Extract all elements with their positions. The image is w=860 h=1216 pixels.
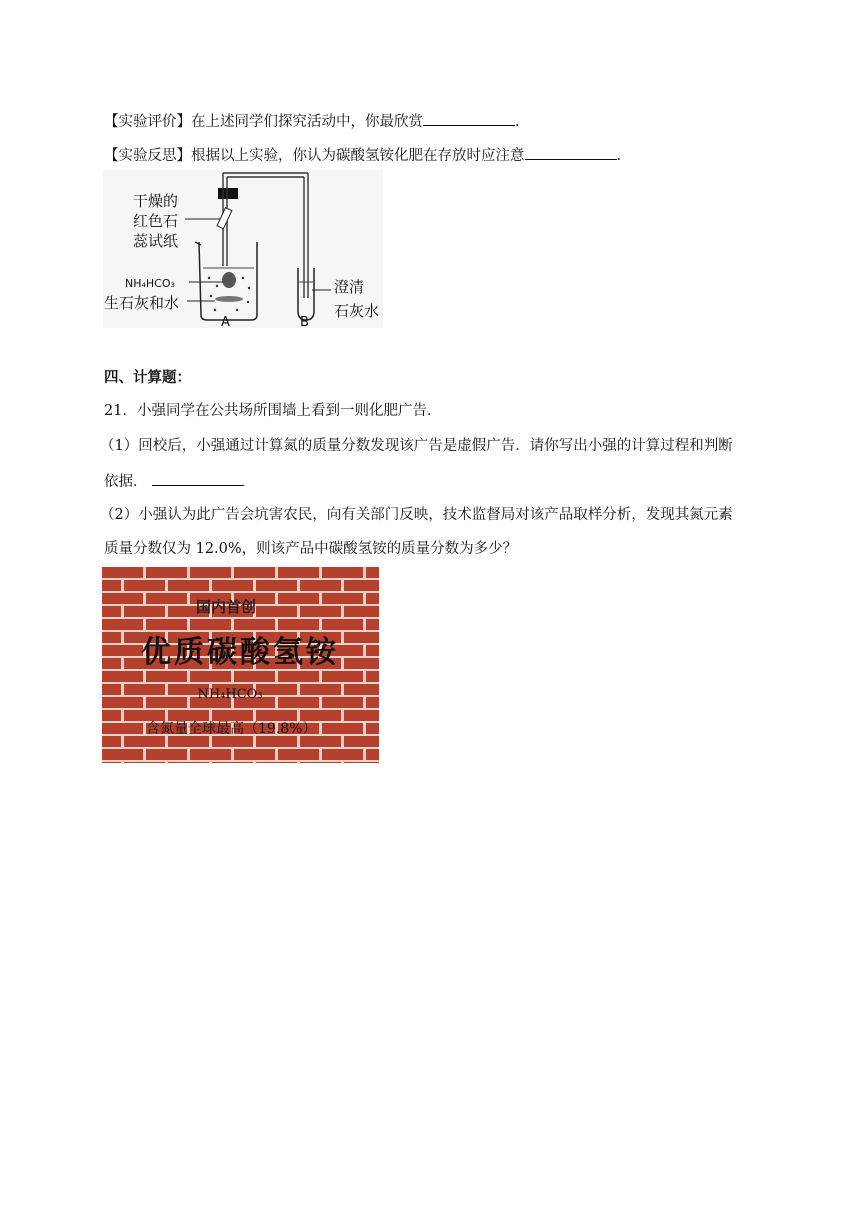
paper-label-1: 干燥的 (133, 192, 179, 210)
litmus-paper (217, 208, 232, 229)
ad-slogan-small: 国内首创 (195, 598, 257, 616)
evaluation-line (104, 110, 520, 132)
limewater-label-2: 石灰水 (334, 302, 380, 320)
evaluation-end: . (515, 114, 520, 130)
evaluation-answer-blank[interactable] (423, 110, 515, 126)
ad-claim: 含氮量全球最高（19.8%） (146, 721, 317, 737)
reflection-end: . (616, 148, 622, 164)
ad-formula: NH₄HCO₃ (197, 687, 263, 702)
reflection-text: 根据以上实验，你认为碳酸氢铵化肥在存放时应注意 (191, 148, 525, 164)
reflection-answer-blank[interactable] (525, 144, 617, 160)
section-title: 四、计算题： (104, 369, 191, 386)
rubber-stopper (218, 188, 238, 199)
evaluation-label: 【实验评价】 (104, 114, 191, 130)
bath-label: 生石灰和水 (104, 294, 180, 312)
evaluation-text: 在上述同学们探究活动中，你最欣赏 (191, 114, 423, 130)
question-stem (104, 401, 441, 421)
test-tube-b (298, 268, 314, 320)
reflection-label: 【实验反思】 (104, 148, 191, 164)
part2-line1: （2）小强认为此广告会坑害农民，向有关部门反映，技术监督局对该产品取样分析，发现其氮元素 (100, 507, 733, 523)
part2-line2: 质量分数仅为 12.0%，则该产品中碳酸氢铵的质量分数为多少？ (104, 541, 518, 557)
fertilizer-advertisement (102, 567, 379, 763)
apparatus-diagram (103, 170, 383, 328)
beaker-label: A (221, 315, 230, 328)
paper-label-3: 蕊试纸 (133, 232, 179, 250)
part1-line2-text: 依据． (104, 474, 148, 490)
reflection-line (104, 144, 621, 166)
reagent-label: NH₄HCO₃ (125, 277, 175, 290)
question-number: 21 (104, 403, 123, 419)
tube-label: B (300, 315, 309, 328)
question-stem-text: ．小强同学在公共场所围墙上看到一则化肥广告． (122, 403, 442, 419)
part1-answer-blank[interactable] (152, 470, 244, 486)
limewater-label-1: 澄清 (334, 278, 365, 296)
inner-sample (222, 272, 236, 288)
paper-label-2: 红色石 (133, 212, 179, 230)
part1-line1: （1）回校后，小强通过计算氮的质量分数发现该广告是虚假广告．请你写出小强的计算过程和判断 (100, 438, 733, 454)
ad-product-name: 优质碳酸氢铵 (141, 635, 339, 670)
part1-line2 (104, 470, 244, 492)
